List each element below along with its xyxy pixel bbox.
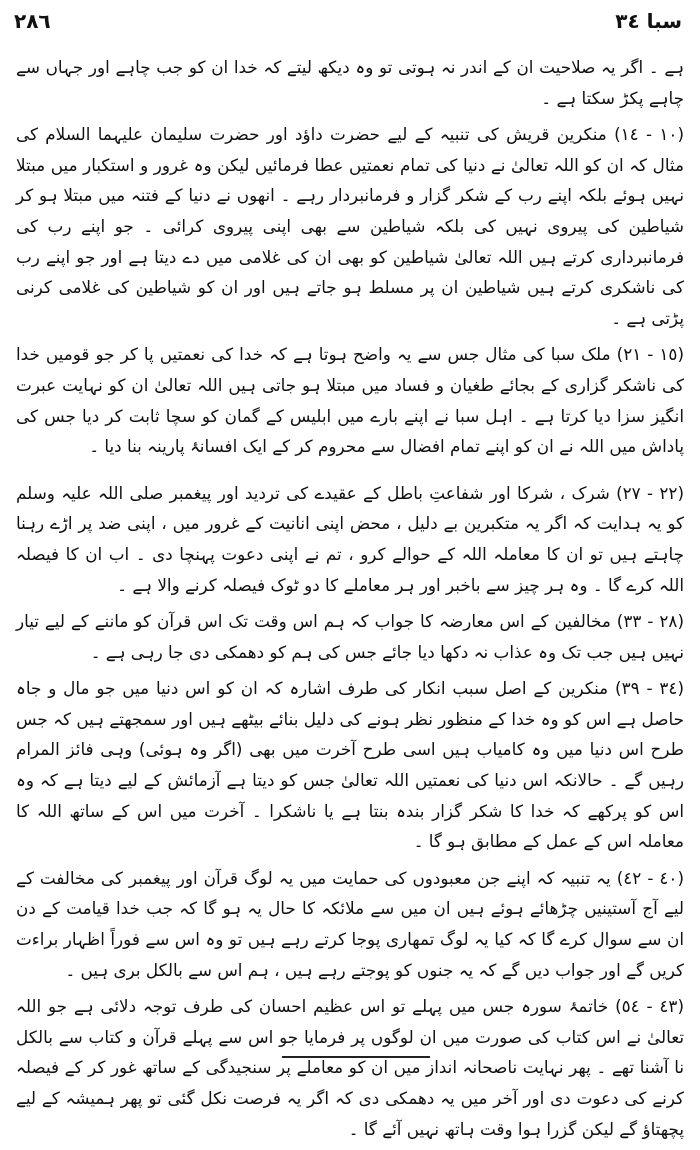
paragraph-10-14: (١٠ - ١٤) منکرین قریش کی تنبیہ کے لیے حضرت داؤد اور حضرت سلیمان علیہما السلام کی مثال کہ ان کو اللہ تعالیٰ نے دنیا کی تمام نعمتیں عطا فرمائیں لیکن وہ غرور و استکبار میں مبتلا نہیں ہوئے بلکہ اپنے رب کے شکر گزار و فرمانبردار رہے ۔ انھوں نے دنیا کے فتنہ میں مبتلا ہو کر شیاطین کی پیروی نہیں کی بلکہ شیاطین سے بھی اپنی پیروی کرائی ۔ جو اپنے رب کی فرمانبرداری کرتے ہیں اللہ تعالیٰ شیاطین کو بھی ان کی غلامی میں دے دیتا ہے اور جو اپنے رب کی ناشکری کرتے ہیں شیاطین ان پر مسلط ہو جاتے ہیں اور ان کو شیاطین کی غلامی کرنی پڑتی ہے ۔ [16, 124, 684, 328]
page-number: ٢٨٦ [14, 9, 51, 33]
page-body [16, 52, 684, 1150]
paragraph-gap [16, 468, 684, 478]
paragraph-15-21: (١٥ - ٢١) ملک سبا کی مثال جس سے یہ واضح ہوتا ہے کہ خدا کی نعمتیں پا کر جو قومیں خدا کی ناشکر گزاری کے بجائے طغیان و فساد میں مبتلا ہو جاتی ہیں اللہ تعالیٰ ان کو نہایت عبرت انگیز سزا دیا کرتا ہے ۔ اہل سبا نے اپنے بارے میں ابلیس کے گمان کو سچا ثابت کر دیا جس کی پاداش میں اللہ نے ان کو اپنے تمام افضال سے محروم کر کے ایک افسانۂ پارینہ بنا دیا ۔ [16, 344, 684, 457]
paragraph-34-39: (٣٤ - ٣٩) منکرین کے اصل سبب انکار کی طرف اشارہ کہ ان کو اس دنیا میں جو مال و جاہ حاصل ہے اس کو وہ خدا کے منظور نظر ہونے کی دلیل بنائے بیٹھے ہیں اور سمجھتے ہیں کہ جس طرح اس دنیا میں وہ کامیاب ہیں اسی طرح آخرت میں بھی (اگر وہ ہوئی) وہی فائز المرام رہیں گے ۔ حالانکہ اس دنیا کی نعمتیں اللہ تعالیٰ جس کو دیتا ہے آزمائش کے لیے دیتا ہے کہ وہ اس کو پرکھے کہ خدا کا شکر گزار بندہ بنتا ہے یا ناشکرا ۔ آخرت میں اس کے ساتھ اللہ کا معاملہ اس کے عمل کے مطابق ہو گا ۔ [16, 678, 685, 852]
page-header [14, 6, 682, 36]
paragraph-22-27: (٢٢ - ٢٧) شرک ، شرکا اور شفاعتِ باطل کے عقیدے کی تردید اور پیغمبر صلی اللہ علیہ وسلم کو یہ ہدایت کہ اگر یہ متکبرین بے دلیل ، محض اپنی انانیت کے غرور میں ، اپنی ضد پر اڑے رہنا چاہتے ہیں تو ان کا معاملہ اللہ کے حوالے کرو ، تم نے اپنی دعوت پہنچا دی ۔ اب ان کا فیصلہ اللہ کرے گا ۔ وہ ہر چیز سے باخبر اور ہر معاملے کا دو ٹوک فیصلہ کرنے والا ہے ۔ [16, 482, 684, 595]
paragraph-intro: ہے ۔ اگر یہ صلاحیت ان کے اندر نہ ہوتی تو وہ دیکھ لیتے کہ خدا ان کو جب چاہے اور جہاں سے چاہے پکڑ سکتا ہے ۔ [16, 57, 684, 108]
paragraph-28-33: (٢٨ - ٣٣) مخالفین کے اس معارضہ کا جواب کہ ہم اس وقت تک اس قرآن کو ماننے کے لیے تیار نہیں ہیں جب تک وہ عذاب نہ دکھا دیا جائے جس کی ہم کو دھمکی دی جا رہی ہے ۔ [16, 611, 684, 662]
surah-title: سبا ٣٤ [615, 9, 682, 33]
paragraph-40-42: (٤٠ - ٤٢) یہ تنبیہ کہ اپنے جن معبودوں کی حمایت میں یہ لوگ قرآن اور پیغمبر کی مخالفت کے لیے آج آستینیں چڑھائے ہوئے ہیں ان میں سے ملائکہ کا حال یہ ہو گا کہ جب خدا قیامت کے دن ان سے سوال کرے گا کہ کیا یہ لوگ تمھاری پوجا کرتے رہے ہیں تو وہ اس سے فوراً اظہار براءت کریں گے اور جواب دیں گے کہ یہ جنوں کو پوجتے رہے ہیں ، ہم اس سے بالکل بری ہیں ۔ [16, 867, 684, 980]
footer-rule [282, 1056, 430, 1058]
paragraph-43-54: (٤٣ - ٥٤) خاتمۂ سورہ جس میں پہلے تو اس عظیم احسان کی طرف توجہ دلائی ہے جو اللہ تعالیٰ نے اس کتاب کی صورت میں ان لوگوں پر فرمایا جو اس سے پہلے قرآن و کتاب سے بالکل نا آشنا تھے ۔ پھر نہایت ناصحانہ انداز میں ان کو معاملے پر سنجیدگی کے ساتھ غور کر کے فیصلہ کرنے کی دعوت دی اور آخر میں یہ دھمکی دی کہ اگر یہ فرصت نکل گئی تو پھر ہمیشہ کے لیے پچھتاؤ گے لیکن گزرا ہوا وقت ہاتھ نہیں آئے گا ۔ [16, 996, 684, 1139]
